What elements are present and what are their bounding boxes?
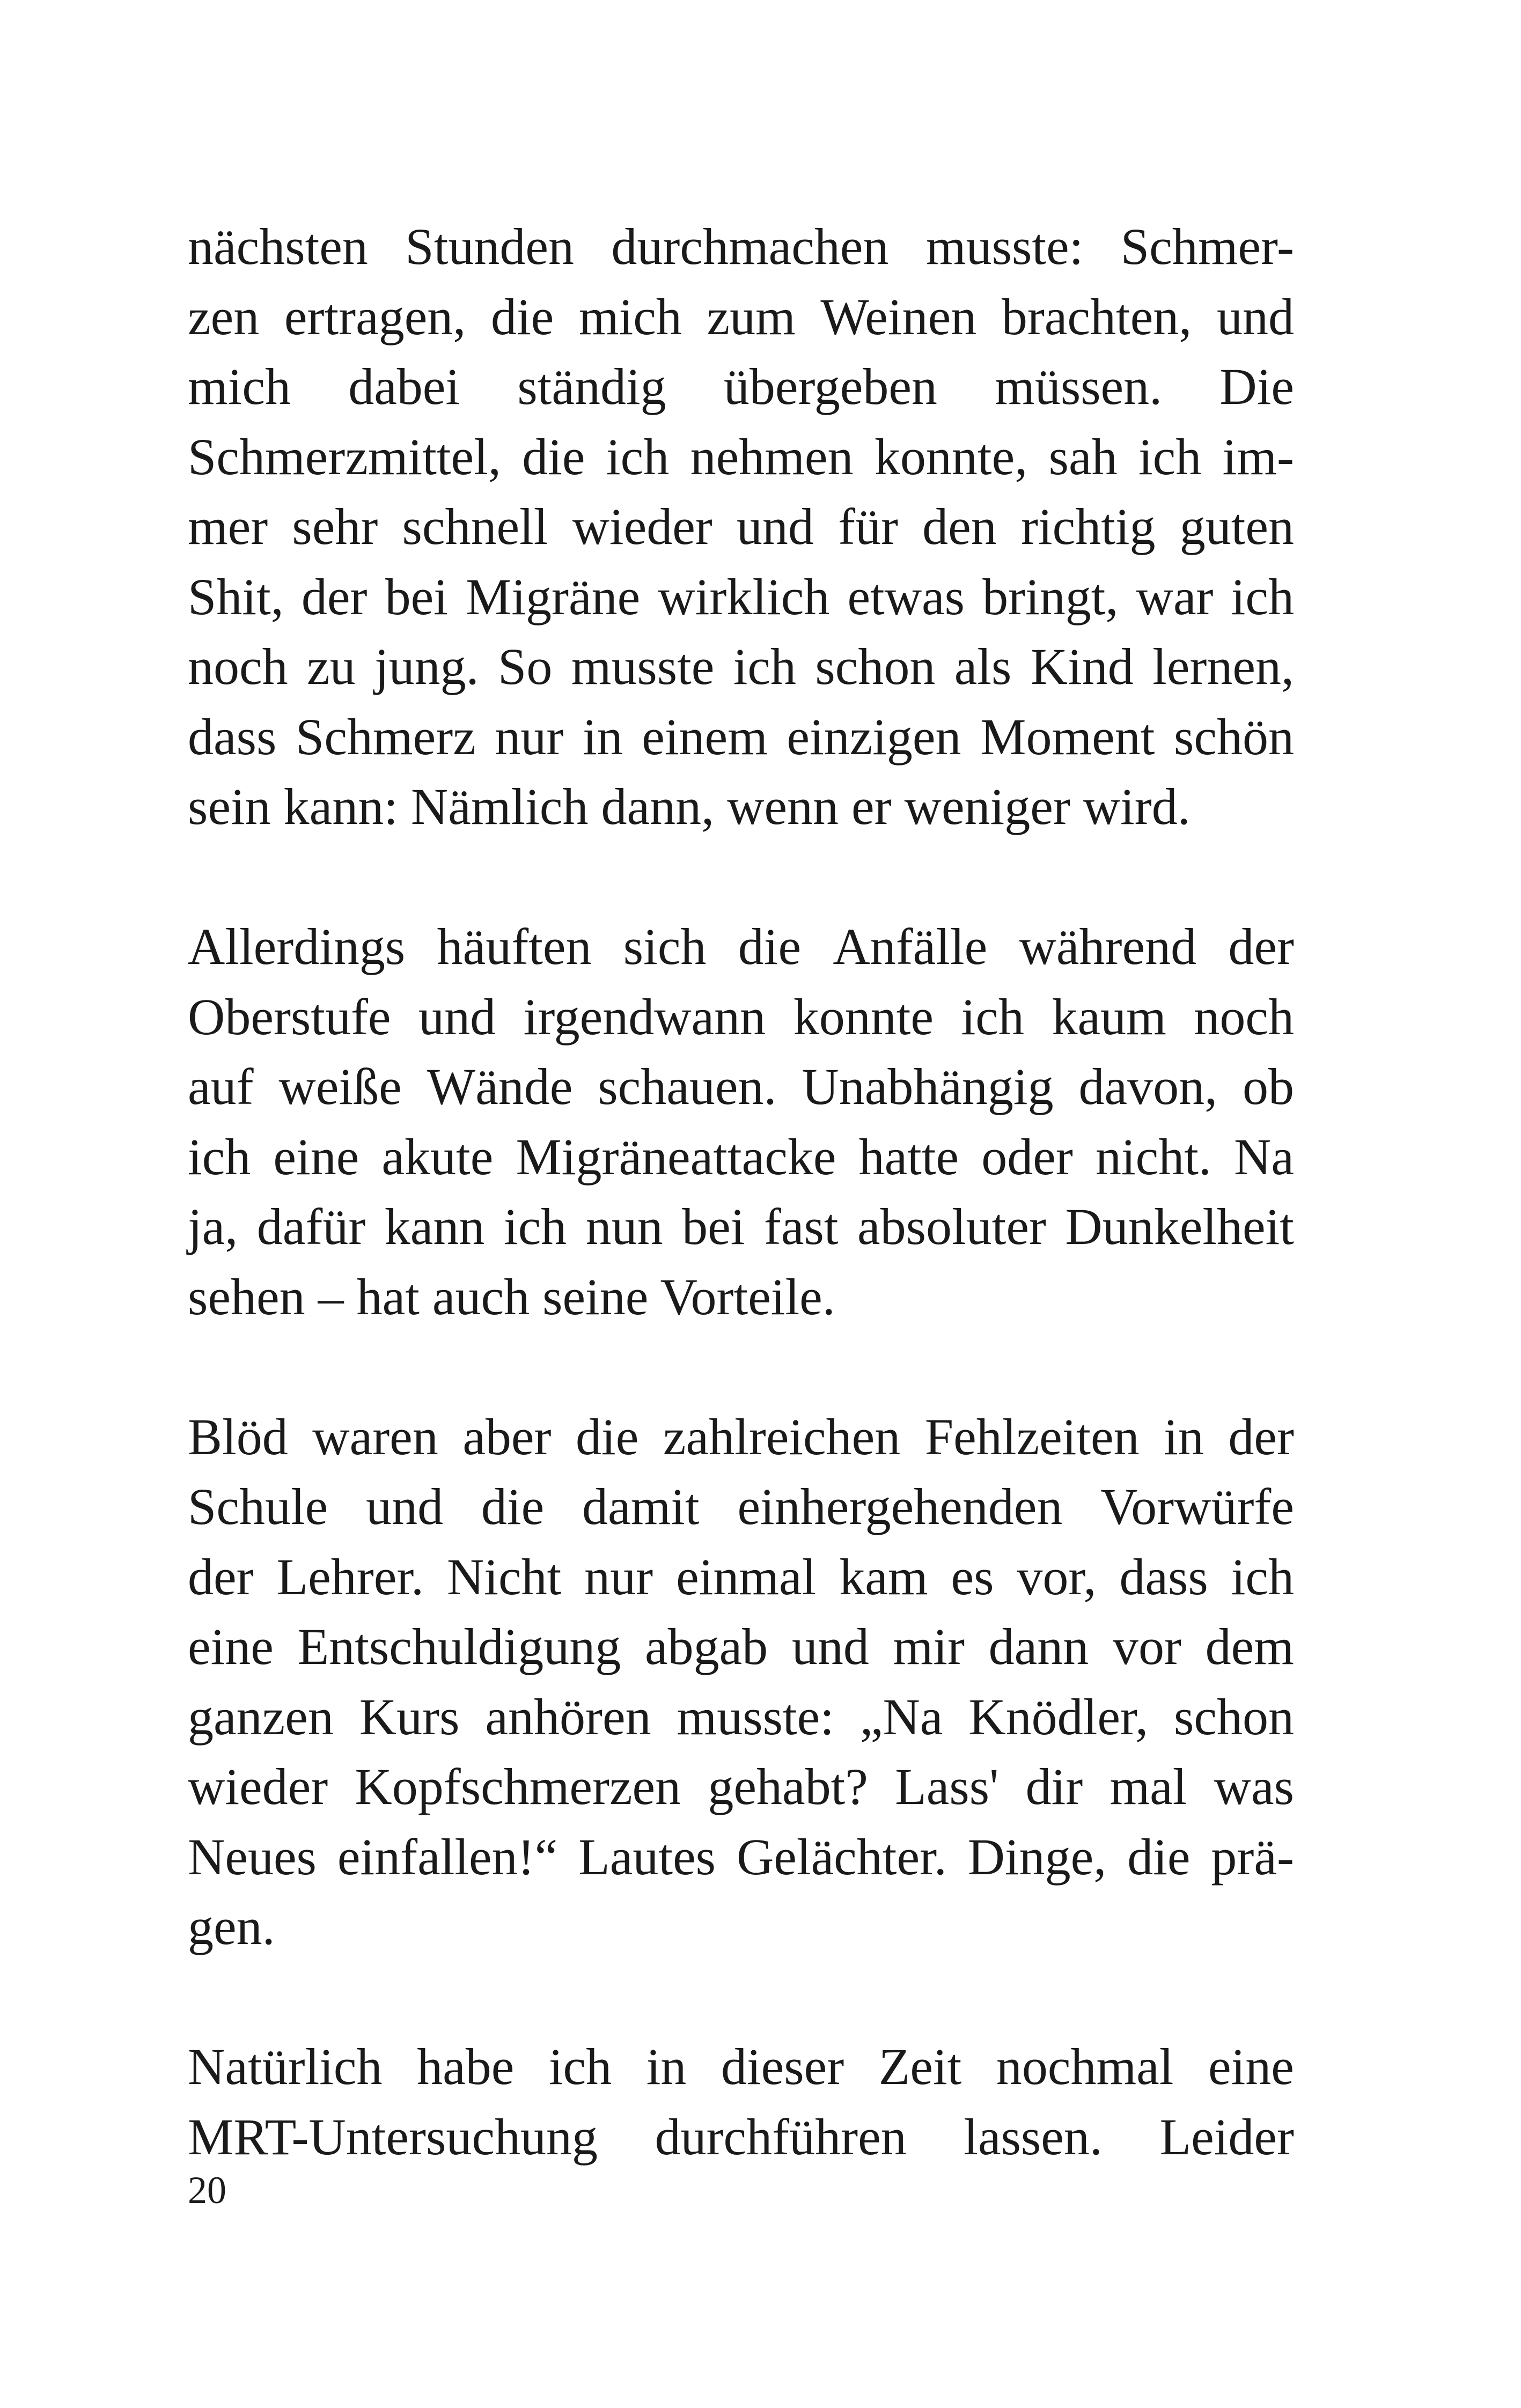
text-line: mich dabei ständig übergeben müssen. Die — [188, 358, 1294, 415]
text-line: ich eine akute Migräneattacke hatte oder nicht. Na — [188, 1128, 1294, 1185]
text-line: Oberstufe und irgendwann konnte ich kaum noch — [188, 988, 1294, 1045]
text-line: Neues einfallen!“ Lautes Gelächter. Dinge, die prä- — [188, 1828, 1294, 1886]
paragraph — [188, 1402, 1294, 1962]
text-line: Blöd waren aber die zahlreichen Fehlzeiten in der — [188, 1408, 1294, 1466]
text-line: gen. — [188, 1898, 275, 1955]
text-line: noch zu jung. So musste ich schon als Kind lernen, — [188, 638, 1294, 695]
text-line: Schmerzmittel, die ich nehmen konnte, sah ich im- — [188, 428, 1294, 485]
text-line: auf weiße Wände schauen. Unabhängig davon, ob — [188, 1058, 1294, 1115]
text-line: Shit, der bei Migräne wirklich etwas bringt, war ich — [188, 568, 1294, 625]
text-line: nächsten Stunden durchmachen musste: Schmer- — [188, 218, 1294, 275]
text-line: zen ertragen, die mich zum Weinen brachten, und — [188, 288, 1294, 345]
paragraph-gap — [188, 1962, 1294, 2033]
text-line: Natürlich habe ich in dieser Zeit nochmal eine — [188, 2038, 1294, 2095]
paragraph — [188, 2032, 1294, 2172]
text-line: wieder Kopfschmerzen gehabt? Lass' dir mal was — [188, 1758, 1294, 1815]
text-line: mer sehr schnell wieder und für den richtig guten — [188, 498, 1294, 555]
text-line: sein kann: Nämlich dann, wenn er weniger wird. — [188, 778, 1191, 835]
text-line: dass Schmerz nur in einem einzigen Moment schön — [188, 708, 1294, 765]
paragraph — [188, 212, 1294, 842]
text-line: der Lehrer. Nicht nur einmal kam es vor, dass ich — [188, 1548, 1294, 1606]
text-line: Schule und die damit einhergehenden Vorwürfe — [188, 1478, 1294, 1535]
body-text — [188, 212, 1294, 2172]
paragraph-gap — [188, 842, 1294, 912]
text-line: eine Entschuldigung abgab und mir dann vor dem — [188, 1618, 1294, 1675]
text-line: MRT-Untersuchung durchführen lassen. Leider — [188, 2108, 1294, 2166]
paragraph — [188, 912, 1294, 1332]
text-line: Allerdings häuften sich die Anfälle während der — [188, 918, 1294, 975]
paragraph-gap — [188, 1332, 1294, 1402]
text-line: sehen – hat auch seine Vorteile. — [188, 1268, 835, 1325]
page-number: 20 — [188, 2169, 226, 2212]
text-line: ganzen Kurs anhören musste: „Na Knödler, schon — [188, 1688, 1294, 1746]
text-line: ja, dafür kann ich nun bei fast absoluter Dunkelheit — [188, 1198, 1294, 1255]
